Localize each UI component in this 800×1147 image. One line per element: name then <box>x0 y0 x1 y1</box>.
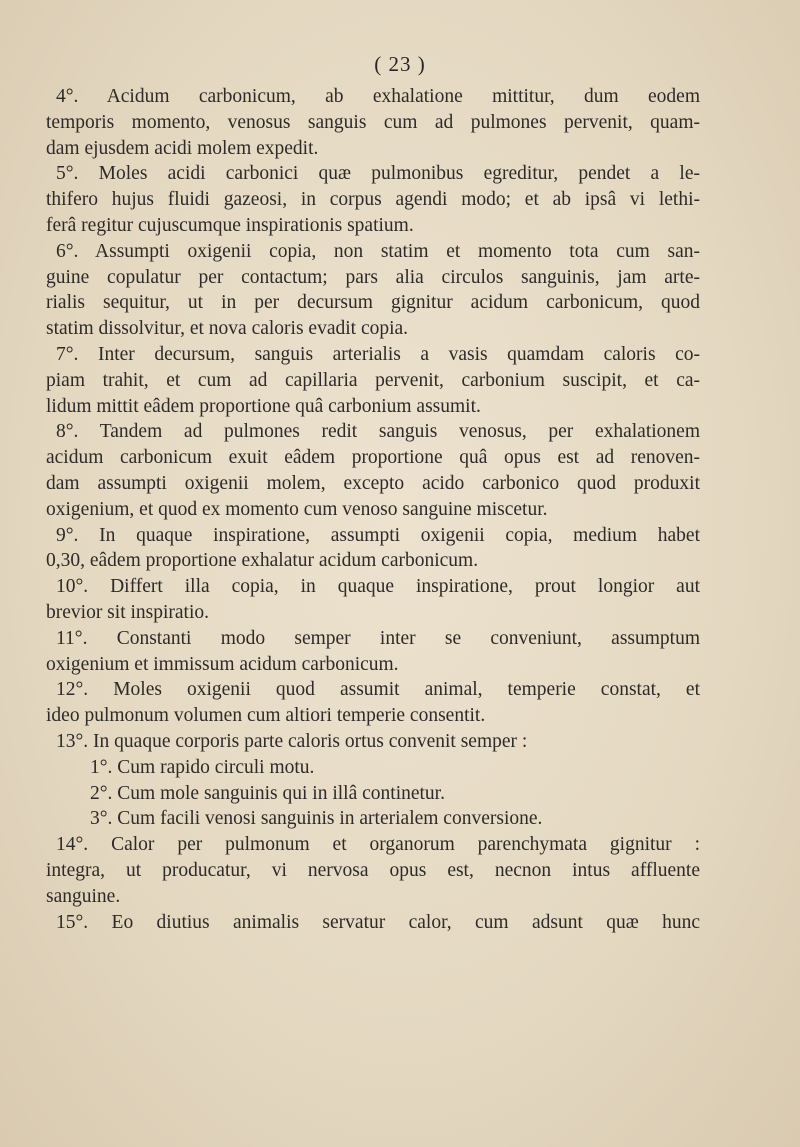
text-line: sanguine. <box>46 885 121 907</box>
text-line: oxigenium, et quod ex momento cum venoso sanguine miscetur. <box>46 498 548 520</box>
text-line: ideo pulmonum volumen cum altiori temperie consentit. <box>46 705 486 727</box>
page-number: ( 23 ) <box>374 52 426 76</box>
text-line: 12°. Moles oxigenii quod assumit animal, temperie constat, et <box>56 679 700 701</box>
text-body <box>46 84 700 935</box>
text-line: 3°. Cum facili venosi sanguinis in arterialem conversione. <box>90 808 543 830</box>
text-line: 4°. Acidum carbonicum, ab exhalatione mittitur, dum eodem <box>56 86 700 107</box>
text-line: integra, ut producatur, vi nervosa opus est, necnon intus affluente <box>46 859 700 881</box>
text-line: piam trahit, et cum ad capillaria pervenit, carbonium suscipit, et ca- <box>46 369 700 391</box>
text-line: oxigenium et immissum acidum carbonicum. <box>46 653 399 675</box>
text-line: ferâ regitur cujuscumque inspirationis spatium. <box>46 214 414 236</box>
text-line: 7°. Inter decursum, sanguis arterialis a vasis quamdam caloris co- <box>56 343 700 365</box>
text-line: thifero hujus fluidi gazeosi, in corpus agendi modo; et ab ipsâ vi lethi- <box>46 189 700 211</box>
text-line: 11°. Constanti modo semper inter se conveniunt, assumptum <box>56 627 700 649</box>
text-line: statim dissolvitur, et nova caloris evadit copia. <box>46 318 409 340</box>
text-line: 0,30, eâdem proportione exhalatur acidum carbonicum. <box>46 550 479 572</box>
text-line: 2°. Cum mole sanguinis qui in illâ continetur. <box>90 782 445 804</box>
text-line: guine copulatur per contactum; pars alia circulos sanguinis, jam arte- <box>46 266 700 288</box>
text-line: dam ejusdem acidi molem expedit. <box>46 137 319 159</box>
text-line: 8°. Tandem ad pulmones redit sanguis venosus, per exhalationem <box>56 421 700 443</box>
text-line: dam assumpti oxigenii molem, excepto acido carbonico quod produxit <box>46 472 700 494</box>
text-line: 14°. Calor per pulmonum et organorum parenchymata gignitur : <box>56 834 700 856</box>
text-line: 13°. In quaque corporis parte caloris ortus convenit semper : <box>56 730 528 752</box>
text-line: rialis sequitur, ut in per decursum gignitur acidum carbonicum, quod <box>46 292 700 314</box>
text-line: brevior sit inspiratio. <box>46 601 210 623</box>
text-line: lidum mittit eâdem proportione quâ carbonium assumit. <box>46 395 481 417</box>
text-line: temporis momento, venosus sanguis cum ad pulmones pervenit, quam- <box>46 111 700 133</box>
text-line: 6°. Assumpti oxigenii copia, non statim et momento tota cum san- <box>56 240 700 262</box>
text-line: 5°. Moles acidi carbonici quæ pulmonibus egreditur, pendet a le- <box>56 163 700 185</box>
text-line: 9°. In quaque inspiratione, assumpti oxigenii copia, medium habet <box>56 524 700 546</box>
text-line: acidum carbonicum exuit eâdem proportione quâ opus est ad renoven- <box>46 447 700 469</box>
text-line: 1°. Cum rapido circuli motu. <box>90 756 315 778</box>
text-line: 10°. Differt illa copia, in quaque inspiratione, prout longior aut <box>56 576 700 598</box>
text-line: 15°. Eo diutius animalis servatur calor, cum adsunt quæ hunc <box>56 911 700 933</box>
